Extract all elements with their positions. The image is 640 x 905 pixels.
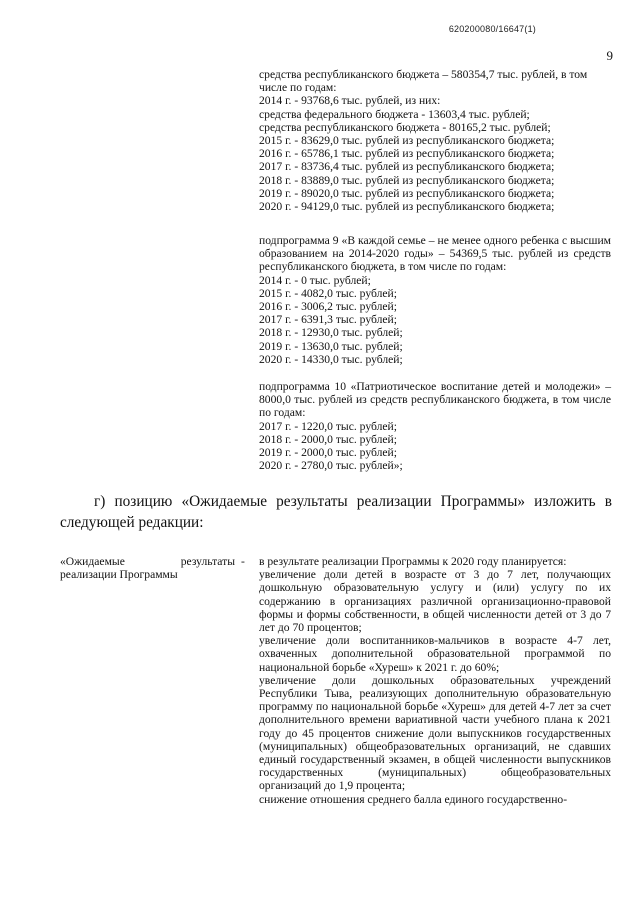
- results-label: «Ожидаемые результаты реализации Программы: [60, 555, 235, 582]
- funding-line: средства федерального бюджета - 13603,4 тыс. рублей;: [259, 107, 530, 121]
- subprogram-10-years: [259, 420, 611, 473]
- funding-line: средства республиканского бюджета - 80165,2 тыс. рублей;: [259, 120, 551, 134]
- result-paragraph: увеличение доли детей в возрасте от 3 до 7 лет, получающих дошкольную образовательную услугу и (или) услугу по их содержанию в организациях различной организационно-правовой формы и формы собственности, в общей численности детей от 3 до 7 лет до 70 процентов;: [259, 568, 611, 635]
- funding-line: 2017 г. - 83736,4 тыс. рублей из республиканского бюджета;: [259, 160, 555, 174]
- funding-line: числе по годам:: [259, 81, 337, 95]
- funding-line: 2016 г. - 65786,1 тыс. рублей из республиканского бюджета;: [259, 147, 555, 161]
- result-paragraph: снижение отношения среднего балла единого государственно-: [259, 792, 568, 806]
- funding-line: 2019 г. - 13630,0 тыс. рублей;: [259, 339, 403, 353]
- funding-line: 2015 г. - 83629,0 тыс. рублей из республиканского бюджета;: [259, 134, 555, 148]
- funding-line: 2018 г. - 83889,0 тыс. рублей из республиканского бюджета;: [259, 173, 555, 187]
- funding-line: 2020 г. - 2780,0 тыс. рублей»;: [259, 459, 403, 473]
- funding-line: 2016 г. - 3006,2 тыс. рублей;: [259, 300, 397, 314]
- funding-line: 2014 г. - 0 тыс. рублей;: [259, 273, 371, 287]
- results-text: [259, 555, 611, 806]
- results-dash: -: [241, 555, 245, 568]
- section-heading: г) позицию «Ожидаемые результаты реализации Программы» изложить в следующей редакции:: [60, 493, 612, 531]
- funding-line: 2018 г. - 2000,0 тыс. рублей;: [259, 432, 397, 446]
- subprogram-9-section: [259, 234, 611, 366]
- funding-line: 2014 г. - 93768,6 тыс. рублей, из них:: [259, 94, 441, 108]
- document-id: 620200080/16647(1): [448, 24, 536, 34]
- funding-line: 2017 г. - 6391,3 тыс. рублей;: [259, 313, 397, 327]
- subprogram-9-intro: подпрограмма 9 «В каждой семье – не менее одного ребенка с высшим образованием на 2014-2020 годы» – 54369,5 тыс. рублей из средств республиканского бюджета, в том числе по годам:: [259, 234, 611, 274]
- subprogram-9-years: [259, 274, 611, 366]
- funding-line: 2019 г. - 89020,0 тыс. рублей из республиканского бюджета;: [259, 186, 555, 200]
- funding-line: средства республиканского бюджета – 580354,7 тыс. рублей, в том: [259, 68, 588, 81]
- funding-line: 2020 г. - 94129,0 тыс. рублей из республиканского бюджета;: [259, 200, 555, 214]
- funding-line: 2018 г. - 12930,0 тыс. рублей;: [259, 326, 403, 340]
- subprogram-10-section: [259, 380, 611, 472]
- funding-list-republican-budget: [259, 68, 611, 213]
- funding-line: 2017 г. - 1220,0 тыс. рублей;: [259, 419, 397, 433]
- funding-line: 2015 г. - 4082,0 тыс. рублей;: [259, 286, 397, 300]
- result-paragraph: увеличение доли воспитанников-мальчиков в возрасте 4-7 лет, охваченных дополнительной образовательной программой по национальной борьбе «Хуреш» к 2021 г. до 60%;: [259, 634, 611, 674]
- result-paragraph: в результате реализации Программы к 2020 году планируется:: [259, 555, 567, 568]
- page-number: 9: [606, 48, 613, 63]
- funding-line: 2020 г. - 14330,0 тыс. рублей;: [259, 352, 403, 366]
- result-paragraph: увеличение доли дошкольных образовательных учреждений Республики Тыва, реализующих дополнительную образовательную программу по национальной борьбе «Хуреш» для детей 4-7 лет за счет дополнительного времени вариативной части учебного плана к 2021 году до 45 процентов снижение доли выпускников государственных (муниципальных) общеобразовательных организаций, не сдавших единый государственный экзамен, в общей численности выпускников государственных (муниципальных) общеобразовательных организаций до 1,9 процента;: [259, 673, 611, 793]
- funding-line: 2019 г. - 2000,0 тыс. рублей;: [259, 446, 397, 460]
- subprogram-10-intro: подпрограмма 10 «Патриотическое воспитание детей и молодежи» – 8000,0 тыс. рублей из средств республиканского бюджета, в том числе по годам:: [259, 380, 611, 420]
